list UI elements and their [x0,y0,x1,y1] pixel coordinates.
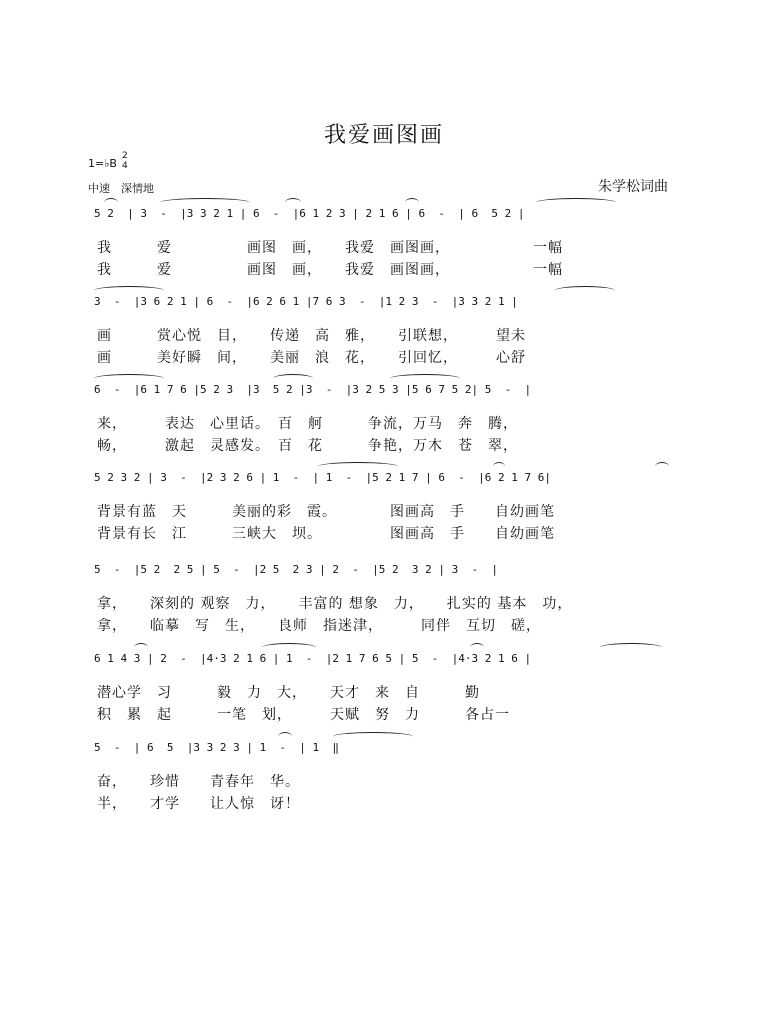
lyric-line-1: 背景有蓝 天 美丽的彩 霞。 图画高 手 自幼画笔 [97,504,555,520]
lyric-line-1: 来， 表达 心里话。 百 舸 争流，万马 奔 腾， [97,416,518,432]
tie [318,462,398,471]
lyric-line-1: 画 赏心悦 目， 传递 高 雅， 引联想， 望未 [97,328,526,344]
lyric-line-2: 背景有长 江 三峡大 坝。 图画高 手 自幼画笔 [97,526,555,542]
notes-line: 5 2 3 2 | 3 - |2 3 2 6 | 1 - | 1 - |5 2 1 7 | 6 - |6 2 1 7 6| [94,471,551,484]
tie [104,198,118,207]
notes-line: 3 - |3 6 2 1 | 6 - |6 2 6 1 |7 6 3 - |1 2 3 - |3 3 2 1 | [94,295,518,308]
notes-line: 5 - |5 2 2 5 | 5 - |2 5 2 3 | 2 - |5 2 3 2 | 3 - | [94,563,498,576]
tie [94,286,164,295]
notes-line: 6 1 4 3 | 2 - |4·3 2 1 6 | 1 - |2 1 7 6 5 | 5 - |4·3 2 1 6 | [94,652,532,665]
song-title: 我爱画图画 [323,123,444,148]
tie [262,643,316,652]
notes-line: 6 - |6 1 7 6 |5 2 3 |3 5 2 |3 - |3 2 5 3 |5 6 7 5 2| 5 - | [94,383,532,396]
tie [655,462,669,471]
lyric-line-2: 我 爱 画图 画， 我爱 画图画， 一幅 [97,262,563,278]
tie [390,374,460,383]
tie [285,198,301,207]
notes-line: 5 - | 6 5 |3 3 2 3 | 1 - | 1 ‖ [94,741,340,754]
time-signature [122,151,128,171]
tie [493,462,505,471]
tie [555,286,615,295]
tie [273,374,313,383]
notes-line: 5 2 | 3 - |3 3 2 1 | 6 - |6 1 2 3 | 2 1 6 | 6 - | 6 5 2 | [94,207,525,220]
lyric-line-2: 半， 才学 让人惊 讶！ [97,796,300,812]
tie [600,643,662,652]
composer-credit: 朱学松词曲 [598,179,668,195]
meter-bottom: 4 [122,161,128,171]
lyric-line-2: 积 累 起 一笔 划， 天赋 努 力 各占一 [97,707,510,723]
tie [278,732,292,741]
lyric-line-1: 奋， 珍惜 青春年 华。 [97,774,300,790]
tie [536,198,616,207]
lyric-line-2: 画 美好瞬 间， 美丽 浪 花， 引回忆， 心舒 [97,350,526,366]
lyric-line-1: 潜心学 习 毅 力 大， 天才 来 自 勤 [97,685,480,701]
key-signature: 1=♭B [88,157,117,170]
meter-top: 2 [122,151,128,161]
lyric-line-1: 我 爱 画图 画， 我爱 画图画， 一幅 [97,240,563,256]
tie [405,198,419,207]
tie [160,198,250,207]
tie [333,732,413,741]
tempo-marking: 中速 深情地 [88,182,154,195]
lyric-line-2: 畅， 激起 灵感发。 百 花 争艳，万木 苍 翠， [97,438,518,454]
tie [134,643,148,652]
lyric-line-2: 拿， 临摹 写 生， 良师 指迷津， 同伴 互切 磋， [97,618,541,634]
tie [470,643,484,652]
lyric-line-1: 拿， 深刻的 观察 力， 丰富的 想象 力， 扎实的 基本 功， [97,596,573,612]
tie [94,374,164,383]
